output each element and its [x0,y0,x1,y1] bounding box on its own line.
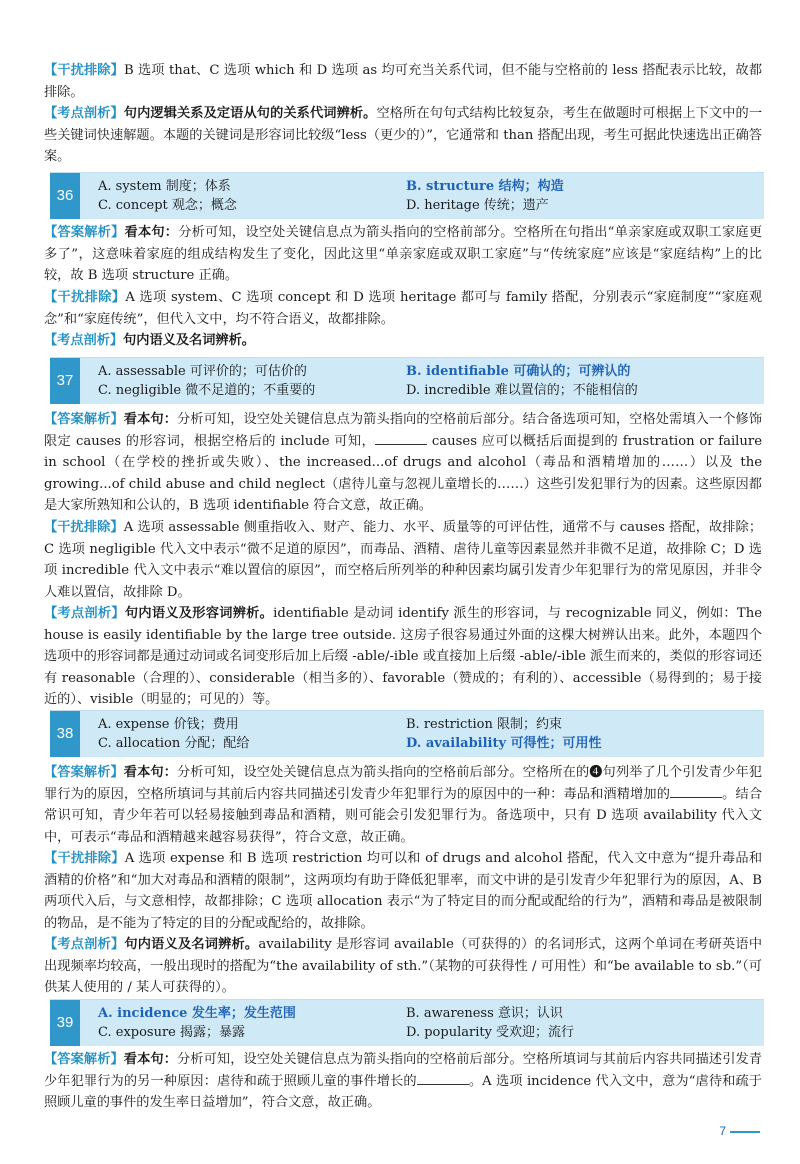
answer-text-part-1: 分析可知，设空处关键信息点为箭头指向的空格前后部分。空格所填词与其前后内容共同描述引发青少年犯罪行为的另一种原因：虐待和疏于照顾儿童的事件增长的 [44,1052,763,1089]
answer-lead: 看本句： [123,1052,177,1067]
question-38-options [50,710,764,757]
test-point-paragraph-36 [44,330,762,352]
test-point-tag: 【考点剖析】 [44,606,125,621]
interference-paragraph-35 [44,60,762,103]
interference-paragraph-38 [44,848,762,934]
option-c: C. allocation 分配；配给 [98,736,250,751]
test-point-lead: 句内语义及名词辨析。 [124,937,259,952]
option-b-correct: B. identifiable 可确认的；可辨认的 [406,364,631,379]
answer-lead: 看本句： [123,765,177,780]
page-number-text: 7 [719,1124,726,1138]
answer-lead: 看本句： [123,412,177,427]
interference-tag: 【干扰排除】 [44,63,124,78]
option-d: D. heritage 传统；遗产 [406,198,549,213]
answer-text-part-2: 。结合常识可知，青少年若可以轻易接触到毒品和酒精，则可能会引发犯罪行为。备选项中，只有 D 选项 availability 代入文中，可表示“毒品和酒精越来越容易获得”，符合文意，故正确。 [44,786,763,845]
interference-text: A 选项 system、C 选项 concept 和 D 选项 heritage 都可与 family 搭配，分别表示“家庭制度”“家庭观念”和“家庭传统”，但代入文中，均不符合语义，故都排除。 [44,290,763,327]
fill-blank [670,785,722,798]
answer-text-part-1: 分析可知，设空处关键信息点为箭头指向的空格前后部分。空格所在的❹句列举了几个引发青少年犯罪行为的原因，空格所填词与其前后内容共同描述引发青少年犯罪行为的原因中的一种：毒品和酒精增加的 [44,765,763,802]
option-d: D. popularity 受欢迎；流行 [406,1025,575,1040]
option-b: B. awareness 意识；认识 [406,1006,563,1021]
test-point-text: 空格所在句句式结构比较复杂，考生在做题时可根据上下文中的一些关键词快速解题。本题的关键词是形容词比较级“less（更少的）”，它通常和 than 搭配出现，考生可据此快速选出正确答案。 [44,106,763,164]
option-b: B. restriction 限制；约束 [406,717,562,732]
test-point-paragraph-37 [44,603,762,711]
answer-tag: 【答案解析】 [44,225,125,240]
page-number-underline [730,1131,760,1133]
option-a: A. system 制度；体系 [98,179,231,194]
answer-paragraph-38 [44,762,762,848]
answer-text-part-1: 分析可知，设空处关键信息点为箭头指向的空格前后部分。结合备选项可知，空格处需填入一个修饰限定 causes 的形容词，根据空格后的 include 可知， [44,412,763,449]
interference-tag: 【干扰排除】 [44,290,126,305]
option-a: A. assessable 可评价的；可估价的 [98,364,307,379]
test-point-paragraph-35 [44,103,762,168]
answer-tag: 【答案解析】 [44,412,124,427]
interference-text: B 选项 that、C 选项 which 和 D 选项 as 均可充当关系代词，但不能与空格前的 less 搭配表示比较，故都排除。 [44,63,763,100]
fill-blank [417,1072,469,1085]
interference-paragraph-37 [44,517,762,603]
answer-paragraph-37 [44,409,762,517]
fill-blank [375,432,427,445]
question-37-options [50,357,764,404]
option-a: A. expense 价钱；费用 [98,717,239,732]
test-point-lead: 句内语义及形容词辨析。 [124,606,274,621]
option-c: C. concept 观念；概念 [98,198,237,213]
test-point-lead: 句内语义及名词辨析。 [123,333,255,348]
answer-text: 分析可知，设空处关键信息点为箭头指向的空格前部分。空格所在句指出“单亲家庭或双职工家庭更多了”，这意味着家庭的组成结构发生了变化，因此这里“单亲家庭或双职工家庭”与“传统家庭”应该是“家庭结构”上的比较，故 B 选项 structure 正确。 [44,225,763,283]
interference-tag: 【干扰排除】 [44,851,125,866]
answer-text-part-2: causes 应可以概括后面提到的 frustration or failure in school（在学校的挫折或失败）、the increased...of drugs and alcohol（毒品和酒精增加的……）以及 the growing...of child abuse and child neglect（虐待儿童与忽视儿童增长的……）这些引发犯罪行为的因素。这些原因都是大家所熟知和公认的，B 选项 identifiable 符合文意，故正确。 [44,433,762,513]
test-point-tag: 【考点剖析】 [44,333,124,348]
interference-tag: 【干扰排除】 [44,520,124,535]
question-number: 36 [50,173,80,219]
question-number: 38 [50,711,80,757]
option-b-correct: B. structure 结构；构造 [406,179,564,194]
answer-tag: 【答案解析】 [44,765,124,780]
answer-text-part-2: 。A 选项 incidence 代入文中，意为“虐待和疏于照顾儿童的事件的发生率日益增加”，符合文意，故正确。 [44,1073,762,1110]
test-point-tag: 【考点剖析】 [44,937,125,952]
question-number: 39 [50,1000,80,1046]
option-c: C. exposure 揭露；暴露 [98,1025,246,1040]
option-d: D. incredible 难以置信的；不能相信的 [406,383,638,398]
option-d-correct: D. availability 可得性；可用性 [406,736,602,751]
question-39-options [50,999,764,1046]
answer-paragraph-39 [44,1049,762,1114]
question-36-options [50,172,764,219]
test-point-tag: 【考点剖析】 [44,106,124,121]
option-c: C. negligible 微不足道的；不重要的 [98,383,316,398]
interference-text: A 选项 expense 和 B 选项 restriction 均可以和 of drugs and alcohol 搭配，代入文中意为“提升毒品和酒精的价格”和“加大对毒品和酒精的限制”，这两项均有助于降低犯罪率，而文中讲的是引发青少年犯罪行为的原因，A、B 两项代入后，与文意相悖，故都排除；C 选项 allocation 表示“为了特定目的而分配或配给的行为”，酒精和毒品是被限制的物品，是不能为了特定的目的分配或配给的，故排除。 [44,851,763,931]
page-number [719,1124,760,1138]
answer-lead: 看本句： [124,225,179,240]
answer-paragraph-36 [44,222,762,287]
question-number: 37 [50,358,80,404]
option-a-correct: A. incidence 发生率；发生范围 [98,1006,296,1021]
test-point-text: identifiable 是动词 identify 派生的形容词，与 recognizable 同义，例如：The house is easily identifiable by the large tree outside. 这房子很容易通过外面的这棵大树辨认出来。此外，本题四个选项中的形容词都是通过动词或名词变形后加上后缀 -able/-ible 或直接加上后缀 -able/-ible 派生而来的，类似的形容词还有 reasonable（合理的）、considerable（相当多的）、favorable（赞成的；有利的）、accessible（易得到的；易于接近的）、visible（明显的；可见的）等。 [44,606,762,707]
test-point-text: availability 是形容词 available（可获得的）的名词形式，这两个单词在考研英语中出现频率均较高，一般出现时的搭配为“the availability of sth.”（某物的可获得性 / 可用性）和“be available to sb.”（可供某人使用的 / 某人可获得的）。 [44,937,763,995]
test-point-lead: 句内逻辑关系及定语从句的关系代词辨析。 [123,106,377,121]
test-point-paragraph-38 [44,934,762,999]
interference-text: A 选项 assessable 侧重指收入、财产、能力、水平、质量等的可评估性，通常不与 causes 搭配，故排除；C 选项 negligible 代入文中表示“微不足道的原因”，而毒品、酒精、虐待儿童等因素显然并非微不足道，故排除 C；D 选项 incredible 代入文中表示“难以置信的原因”，而空格后所列举的种种因素均属引发青少年犯罪行为的常见原因，并非令人难以置信，故排除 D。 [44,520,763,600]
answer-tag: 【答案解析】 [44,1052,124,1067]
interference-paragraph-36 [44,287,762,330]
